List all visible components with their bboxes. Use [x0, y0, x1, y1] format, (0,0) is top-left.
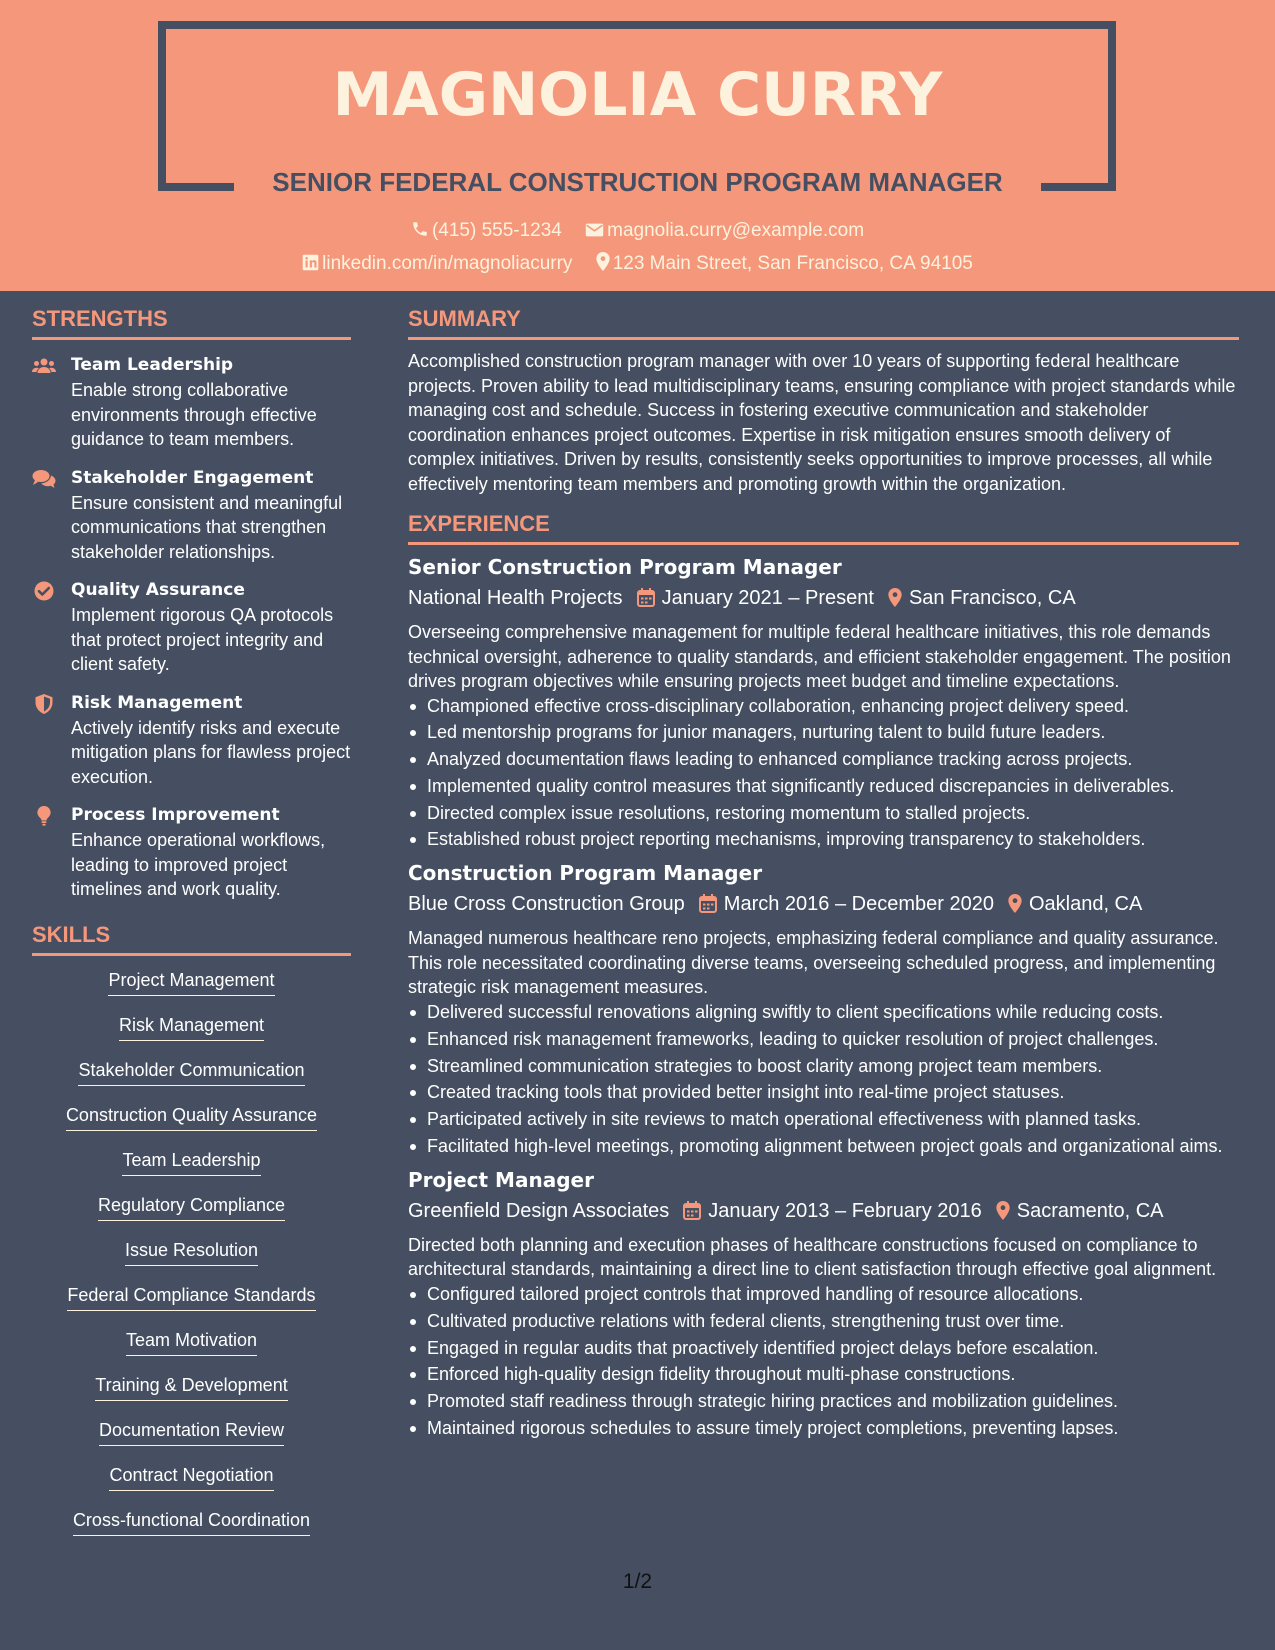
phone-text: (415) 555-1234: [431, 220, 562, 241]
skill-item: Construction Quality Assurance: [66, 1105, 317, 1131]
bullet-item: Implemented quality control measures that significantly reduced discrepancies in deliverables.: [408, 774, 1239, 798]
skills-heading: SKILLS: [32, 922, 351, 956]
right-column: [408, 306, 1239, 1443]
bullet-item: Delivered successful renovations aligning swiftly to client specifications while reducing costs.: [408, 1000, 1239, 1024]
job-meta: [408, 888, 1239, 923]
bullet-item: Promoted staff readiness through strategic hiring practices and mobilization guidelines.: [408, 1389, 1239, 1413]
skill-item: Project Management: [108, 970, 274, 996]
calendar-icon: [699, 891, 717, 923]
job-bullets: [408, 1282, 1239, 1440]
lightbulb-icon: [32, 806, 56, 826]
strength-name: Team Leadership: [71, 355, 234, 375]
skill-item: Regulatory Compliance: [98, 1195, 285, 1221]
bullet-item: Participated actively in site reviews to match operational effectiveness with planned tasks.: [408, 1107, 1239, 1131]
map-pin-icon: [996, 1198, 1010, 1230]
strength-name: Quality Assurance: [71, 580, 245, 600]
candidate-name: MAGNOLIA CURRY: [332, 60, 943, 130]
address-text: 123 Main Street, San Francisco, CA 94105: [612, 253, 973, 274]
calendar-icon: [637, 585, 655, 617]
email-contact[interactable]: [585, 220, 864, 244]
bullet-item: Established robust project reporting mechanisms, improving transparency to stakeholders.: [408, 827, 1239, 851]
linkedin-contact[interactable]: [302, 253, 572, 277]
strength-item: [32, 803, 351, 902]
left-column: [32, 306, 351, 1555]
strength-name: Stakeholder Engagement: [71, 467, 314, 488]
strengths-heading: STRENGTHS: [32, 306, 351, 340]
job-company: National Health Projects: [408, 587, 623, 609]
strength-desc: Implement rigorous QA protocols that protect project integrity and client safety.: [71, 605, 334, 674]
envelope-icon: [585, 222, 604, 244]
skill-item: Training & Development: [95, 1375, 287, 1401]
skill-item: Team Motivation: [126, 1330, 257, 1356]
comments-icon: [32, 469, 56, 489]
skill-item: Team Leadership: [122, 1150, 260, 1176]
map-pin-icon: [596, 252, 610, 277]
linkedin-text: linkedin.com/in/magnoliacurry: [322, 253, 573, 274]
header-banner: [0, 0, 1275, 291]
address-contact: [596, 252, 973, 277]
job-title: Construction Program Manager: [408, 861, 763, 886]
skill-item: Stakeholder Communication: [78, 1060, 304, 1086]
job-meta: [408, 582, 1239, 617]
bullet-item: Enhanced risk management frameworks, leading to quicker resolution of project challenges.: [408, 1027, 1239, 1051]
strength-item: [32, 466, 351, 565]
job-entry: [408, 1165, 1239, 1440]
page-number: 1/2: [622, 1570, 653, 1593]
skill-item: Risk Management: [119, 1015, 264, 1041]
job-location: Sacramento, CA: [1016, 1199, 1164, 1222]
summary-text: Accomplished construction program manager with over 10 years of supporting federal healthcare projects. Proven ability to lead multidisciplinary teams, ensuring compliance with project standards while managing cost and schedule. Success in fostering executive communication and stakeholder coordination enhances project outcomes. Expertise in risk mitigation ensures smooth delivery of complex initiatives. Driven by results, consistently seeks opportunities to improve processes, all while effectively mentoring team members and promoting growth within the organization.: [408, 351, 1236, 494]
strengths-list: [32, 353, 351, 902]
job-dates: March 2016 – December 2020: [723, 893, 994, 916]
strength-name: Risk Management: [71, 692, 243, 713]
bullet-item: Analyzed documentation flaws leading to enhanced compliance tracking across projects.: [408, 747, 1239, 771]
job-location: Oakland, CA: [1028, 893, 1143, 916]
contact-row-1: [0, 220, 1275, 244]
strength-desc: Enhance operational workflows, leading to improved project timelines and work quality.: [71, 830, 326, 899]
skill-item: Federal Compliance Standards: [67, 1285, 315, 1311]
job-company: Greenfield Design Associates: [408, 1199, 670, 1222]
job-entry: [408, 858, 1239, 1157]
bullet-item: Enforced high-quality design fidelity throughout multi-phase constructions.: [408, 1362, 1239, 1386]
skill-item: Issue Resolution: [125, 1240, 258, 1266]
skill-item: Contract Negotiation: [109, 1465, 273, 1491]
job-dates: January 2021 – Present: [661, 587, 874, 609]
skill-item: Cross-functional Coordination: [73, 1510, 310, 1536]
experience-heading: EXPERIENCE: [408, 511, 1239, 545]
bullet-item: Streamlined communication strategies to boost clarity among project team members.: [408, 1054, 1239, 1078]
strength-desc: Actively identify risks and execute mitigation plans for flawless project execution.: [71, 717, 351, 787]
bullet-item: Created tracking tools that provided better insight into real-time project statuses.: [408, 1080, 1239, 1104]
strength-desc: Ensure consistent and meaningful communications that strengthen stakeholder relationships.: [71, 492, 343, 562]
bullet-item: Championed effective cross-disciplinary collaboration, enhancing project delivery speed.: [408, 694, 1239, 718]
users-icon: [32, 356, 56, 376]
job-dates: January 2013 – February 2016: [708, 1199, 982, 1222]
bullet-item: Maintained rigorous schedules to assure timely project completions, preventing lapses.: [408, 1416, 1239, 1440]
job-title: Senior Construction Program Manager: [408, 555, 842, 579]
skills-list: [32, 970, 351, 1555]
job-description: Directed both planning and execution phases of healthcare constructions focused on compliance to architectural standards, maintaining a direct line to client satisfaction through effective goal alignment.: [408, 1234, 1217, 1280]
bullet-item: Facilitated high-level meetings, promoting alignment between project goals and organizational aims.: [408, 1134, 1239, 1158]
strength-item: [32, 691, 351, 790]
phone-contact[interactable]: [411, 220, 562, 244]
email-text: magnolia.curry@example.com: [607, 220, 865, 241]
strength-desc: Enable strong collaborative environments through effective guidance to team members.: [71, 380, 317, 449]
job-company: Blue Cross Construction Group: [408, 893, 685, 916]
summary-heading: SUMMARY: [408, 306, 1239, 340]
shield-icon: [32, 694, 56, 714]
job-bullets: [408, 1000, 1239, 1158]
job-entry: [408, 552, 1239, 851]
job-description: Overseeing comprehensive management for multiple federal healthcare initiatives, this role demands technical oversight, adherence to quality standards, and efficient stakeholder engagement. The position drives program objectives while ensuring projects meet budget and timeline expectations.: [408, 622, 1231, 691]
skill-item: Documentation Review: [99, 1420, 284, 1446]
bullet-item: Engaged in regular audits that proactively identified project delays before escalation.: [408, 1336, 1239, 1360]
job-title: Project Manager: [408, 1167, 594, 1192]
job-meta: [408, 1195, 1239, 1230]
linkedin-icon: [302, 254, 319, 277]
bullet-item: Configured tailored project controls that improved handling of resource allocations.: [408, 1282, 1239, 1306]
candidate-title: SENIOR FEDERAL CONSTRUCTION PROGRAM MANAGER: [272, 167, 1003, 197]
strength-item: [32, 353, 351, 452]
check-circle-icon: [32, 581, 56, 601]
contact-row-2: [0, 252, 1275, 277]
bullet-item: Led mentorship programs for junior managers, nurturing talent to build future leaders.: [408, 720, 1239, 744]
job-location: San Francisco, CA: [908, 587, 1076, 609]
map-pin-icon: [1008, 891, 1022, 923]
map-pin-icon: [888, 585, 902, 617]
job-description: Managed numerous healthcare reno projects, emphasizing federal compliance and quality assurance. This role necessitated coordinating diverse teams, overseeing scheduled progress, and implementing strategic risk management measures.: [408, 928, 1219, 998]
strength-item: [32, 578, 351, 677]
job-bullets: [408, 694, 1239, 852]
bullet-item: Directed complex issue resolutions, restoring momentum to stalled projects.: [408, 801, 1239, 825]
calendar-icon: [683, 1198, 701, 1230]
bullet-item: Cultivated productive relations with federal clients, strengthening trust over time.: [408, 1309, 1239, 1333]
strength-name: Process Improvement: [71, 805, 280, 825]
phone-icon: [411, 220, 429, 244]
